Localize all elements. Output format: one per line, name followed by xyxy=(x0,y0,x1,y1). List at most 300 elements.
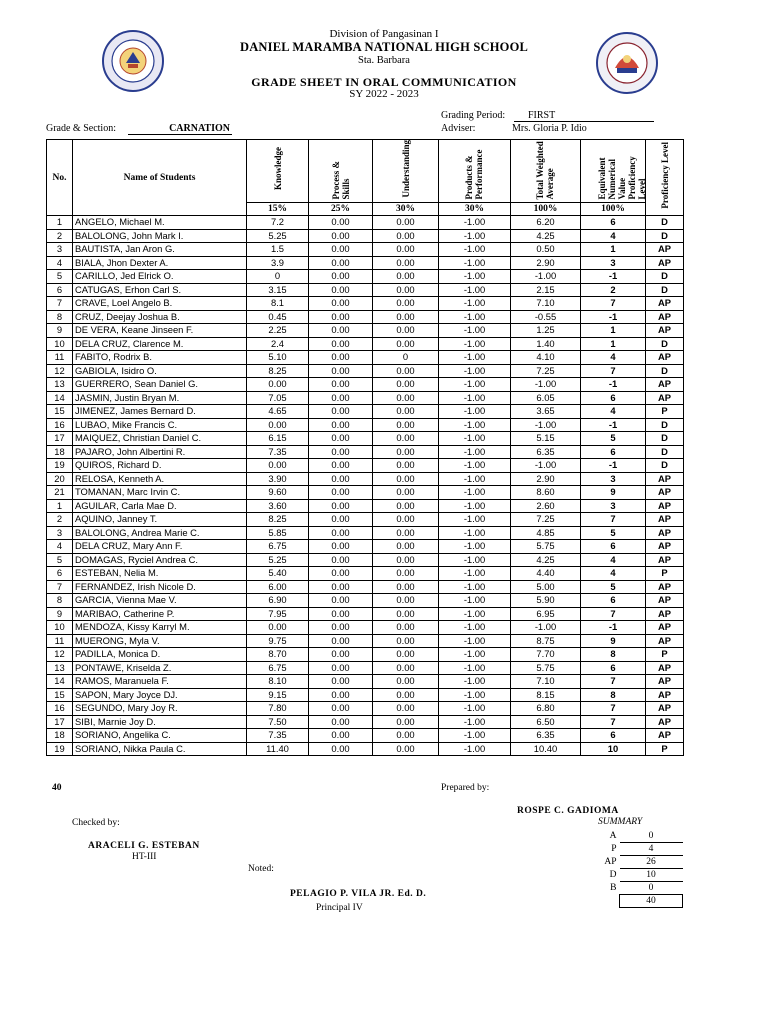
summary-row xyxy=(590,869,683,882)
equivalent-value: 7 xyxy=(581,607,646,621)
proficiency-level: AP xyxy=(646,553,684,567)
total-weighted-average: 5.90 xyxy=(511,594,581,608)
knowledge-score: 7.2 xyxy=(247,216,309,230)
total-weighted-average: -0.55 xyxy=(511,310,581,324)
student-name: TOMANAN, Marc Irvin C. xyxy=(73,486,247,500)
process-score: 0.00 xyxy=(309,256,373,270)
equivalent-value: -1 xyxy=(581,270,646,284)
total-weighted-average: 2.90 xyxy=(511,472,581,486)
products-score: -1.00 xyxy=(439,364,511,378)
table-row xyxy=(47,432,684,446)
table-row xyxy=(47,553,684,567)
row-number: 16 xyxy=(47,702,73,716)
student-name: MAIQUEZ, Christian Daniel C. xyxy=(73,432,247,446)
understanding-score: 0.00 xyxy=(373,337,439,351)
understanding-score: 0.00 xyxy=(373,567,439,581)
proficiency-level: D xyxy=(646,445,684,459)
checker-name: ARACELI G. ESTEBAN xyxy=(88,841,200,851)
understanding-score: 0.00 xyxy=(373,459,439,473)
school-year: SY 2022 - 2023 xyxy=(349,88,419,100)
process-score: 0.00 xyxy=(309,526,373,540)
row-number: 17 xyxy=(47,715,73,729)
row-number: 4 xyxy=(47,540,73,554)
products-score: -1.00 xyxy=(439,661,511,675)
knowledge-score: 6.75 xyxy=(247,540,309,554)
understanding-score: 0.00 xyxy=(373,391,439,405)
total-weighted-average: 7.10 xyxy=(511,297,581,311)
process-score: 0.00 xyxy=(309,634,373,648)
student-name: DELA CRUZ, Mary Ann F. xyxy=(73,540,247,554)
pct-knowledge: 15% xyxy=(247,202,309,216)
equivalent-value: 3 xyxy=(581,499,646,513)
knowledge-score: 5.25 xyxy=(247,553,309,567)
row-number: 19 xyxy=(47,459,73,473)
proficiency-level: AP xyxy=(646,472,684,486)
proficiency-level: D xyxy=(646,229,684,243)
knowledge-score: 0.00 xyxy=(247,621,309,635)
total-weighted-average: 6.35 xyxy=(511,445,581,459)
process-score: 0.00 xyxy=(309,324,373,338)
equivalent-value: 6 xyxy=(581,445,646,459)
knowledge-score: 0.45 xyxy=(247,310,309,324)
equivalent-value: 1 xyxy=(581,324,646,338)
row-number: 6 xyxy=(47,567,73,581)
proficiency-level: AP xyxy=(646,297,684,311)
proficiency-level: P xyxy=(646,742,684,756)
total-weighted-average: 7.10 xyxy=(511,675,581,689)
table-row xyxy=(47,513,684,527)
student-name: CRUZ, Deejay Joshua B. xyxy=(73,310,247,324)
row-number: 3 xyxy=(47,243,73,257)
equivalent-value: 6 xyxy=(581,540,646,554)
equivalent-value: -1 xyxy=(581,310,646,324)
proficiency-level: D xyxy=(646,337,684,351)
understanding-score: 0.00 xyxy=(373,243,439,257)
products-score: -1.00 xyxy=(439,540,511,554)
proficiency-level: AP xyxy=(646,310,684,324)
proficiency-level: AP xyxy=(646,580,684,594)
products-score: -1.00 xyxy=(439,567,511,581)
table-row xyxy=(47,688,684,702)
understanding-score: 0.00 xyxy=(373,526,439,540)
knowledge-score: 7.35 xyxy=(247,445,309,459)
understanding-score: 0.00 xyxy=(373,270,439,284)
understanding-score: 0.00 xyxy=(373,648,439,662)
products-score: -1.00 xyxy=(439,553,511,567)
process-score: 0.00 xyxy=(309,432,373,446)
total-weighted-average: 8.75 xyxy=(511,634,581,648)
table-row xyxy=(47,648,684,662)
process-score: 0.00 xyxy=(309,378,373,392)
student-name: SORIANO, Angelika C. xyxy=(73,729,247,743)
total-weighted-average: 1.25 xyxy=(511,324,581,338)
summary-label: B xyxy=(610,883,617,893)
proficiency-level: AP xyxy=(646,688,684,702)
products-score: -1.00 xyxy=(439,621,511,635)
table-row xyxy=(47,364,684,378)
proficiency-level: AP xyxy=(646,256,684,270)
row-number: 10 xyxy=(47,337,73,351)
total-weighted-average: 1.40 xyxy=(511,337,581,351)
process-score: 0.00 xyxy=(309,648,373,662)
row-number: 3 xyxy=(47,526,73,540)
col-prof-header: Proficiency Level xyxy=(659,142,670,209)
understanding-score: 0.00 xyxy=(373,688,439,702)
table-row xyxy=(47,634,684,648)
row-number: 9 xyxy=(47,324,73,338)
total-weighted-average: 6.95 xyxy=(511,607,581,621)
proficiency-level: P xyxy=(646,405,684,419)
row-number: 13 xyxy=(47,661,73,675)
total-weighted-average: 2.60 xyxy=(511,499,581,513)
equivalent-value: -1 xyxy=(581,378,646,392)
proficiency-level: D xyxy=(646,216,684,230)
proficiency-level: D xyxy=(646,459,684,473)
adviser-value: Mrs. Gloria P. Idio xyxy=(512,123,587,134)
summary-row xyxy=(590,830,683,843)
products-score: -1.00 xyxy=(439,324,511,338)
knowledge-score: 3.60 xyxy=(247,499,309,513)
table-row xyxy=(47,702,684,716)
understanding-score: 0.00 xyxy=(373,513,439,527)
checked-by-label: Checked by: xyxy=(72,818,120,828)
summary-total-row xyxy=(590,895,683,908)
products-score: -1.00 xyxy=(439,256,511,270)
row-number: 19 xyxy=(47,742,73,756)
summary-total: 40 xyxy=(620,895,683,908)
products-score: -1.00 xyxy=(439,607,511,621)
table-row xyxy=(47,283,684,297)
knowledge-score: 0.00 xyxy=(247,459,309,473)
summary-row xyxy=(590,856,683,869)
equivalent-value: 7 xyxy=(581,715,646,729)
total-weighted-average: -1.00 xyxy=(511,270,581,284)
col-understanding-header: Understanding xyxy=(400,140,411,198)
equivalent-value: 4 xyxy=(581,351,646,365)
equivalent-value: -1 xyxy=(581,621,646,635)
student-name: CATUGAS, Erhon Carl S. xyxy=(73,283,247,297)
student-name: SAPON, Mary Joyce DJ. xyxy=(73,688,247,702)
table-row xyxy=(47,310,684,324)
table-row xyxy=(47,661,684,675)
student-name: CARILLO, Jed Elrick O. xyxy=(73,270,247,284)
student-name: GABIOLA, Isidro O. xyxy=(73,364,247,378)
equivalent-value: 10 xyxy=(581,742,646,756)
student-name: RAMOS, Maranuela F. xyxy=(73,675,247,689)
row-number: 8 xyxy=(47,594,73,608)
knowledge-score: 7.80 xyxy=(247,702,309,716)
understanding-score: 0.00 xyxy=(373,405,439,419)
products-score: -1.00 xyxy=(439,351,511,365)
total-weighted-average: 4.40 xyxy=(511,567,581,581)
understanding-score: 0.00 xyxy=(373,324,439,338)
noted-label: Noted: xyxy=(248,864,274,874)
products-score: -1.00 xyxy=(439,526,511,540)
total-weighted-average: 8.15 xyxy=(511,688,581,702)
prepared-by-label: Prepared by: xyxy=(441,783,490,793)
checker-title: HT-III xyxy=(132,852,157,862)
process-score: 0.00 xyxy=(309,553,373,567)
process-score: 0.00 xyxy=(309,297,373,311)
equivalent-value: 6 xyxy=(581,391,646,405)
products-score: -1.00 xyxy=(439,283,511,297)
proficiency-level: AP xyxy=(646,675,684,689)
equivalent-value: -1 xyxy=(581,418,646,432)
total-weighted-average: 6.05 xyxy=(511,391,581,405)
knowledge-score: 9.15 xyxy=(247,688,309,702)
process-score: 0.00 xyxy=(309,742,373,756)
equivalent-value: 9 xyxy=(581,486,646,500)
knowledge-score: 9.75 xyxy=(247,634,309,648)
col-knowledge-header: Knowledge xyxy=(272,147,283,191)
knowledge-score: 2.25 xyxy=(247,324,309,338)
knowledge-score: 5.40 xyxy=(247,567,309,581)
grade-table-body xyxy=(47,216,684,756)
equivalent-value: 4 xyxy=(581,553,646,567)
process-score: 0.00 xyxy=(309,513,373,527)
table-row xyxy=(47,459,684,473)
table-row xyxy=(47,405,684,419)
equivalent-value: 7 xyxy=(581,675,646,689)
products-score: -1.00 xyxy=(439,702,511,716)
understanding-score: 0.00 xyxy=(373,634,439,648)
understanding-score: 0 xyxy=(373,351,439,365)
table-row xyxy=(47,378,684,392)
row-number: 2 xyxy=(47,229,73,243)
products-score: -1.00 xyxy=(439,310,511,324)
row-number: 15 xyxy=(47,688,73,702)
row-number: 12 xyxy=(47,364,73,378)
summary-table xyxy=(590,830,683,908)
proficiency-level: P xyxy=(646,648,684,662)
total-weighted-average: 5.00 xyxy=(511,580,581,594)
equivalent-value: 7 xyxy=(581,513,646,527)
table-row xyxy=(47,418,684,432)
table-row xyxy=(47,742,684,756)
knowledge-score: 5.85 xyxy=(247,526,309,540)
process-score: 0.00 xyxy=(309,729,373,743)
table-row xyxy=(47,445,684,459)
pct-products: 30% xyxy=(439,202,511,216)
understanding-score: 0.00 xyxy=(373,445,439,459)
understanding-score: 0.00 xyxy=(373,675,439,689)
student-name: BIALA, Jhon Dexter A. xyxy=(73,256,247,270)
total-weighted-average: 7.25 xyxy=(511,513,581,527)
understanding-score: 0.00 xyxy=(373,216,439,230)
understanding-score: 0.00 xyxy=(373,661,439,675)
row-number: 14 xyxy=(47,391,73,405)
knowledge-score: 6.90 xyxy=(247,594,309,608)
equivalent-value: 4 xyxy=(581,567,646,581)
understanding-score: 0.00 xyxy=(373,364,439,378)
student-name: PONTAWE, Kriselda Z. xyxy=(73,661,247,675)
row-number: 11 xyxy=(47,634,73,648)
equivalent-value: 7 xyxy=(581,297,646,311)
equivalent-value: 8 xyxy=(581,648,646,662)
student-name: DOMAGAS, Ryciel Andrea C. xyxy=(73,553,247,567)
row-number: 10 xyxy=(47,621,73,635)
table-row xyxy=(47,567,684,581)
grading-period-label: Grading Period: xyxy=(441,110,506,121)
total-weighted-average: 6.50 xyxy=(511,715,581,729)
student-name: LUBAO, Mike Francis C. xyxy=(73,418,247,432)
knowledge-score: 7.05 xyxy=(247,391,309,405)
total-weighted-average: 0.50 xyxy=(511,243,581,257)
process-score: 0.00 xyxy=(309,675,373,689)
row-number: 20 xyxy=(47,472,73,486)
grade-table xyxy=(46,139,684,756)
process-score: 0.00 xyxy=(309,472,373,486)
row-number: 12 xyxy=(47,648,73,662)
process-score: 0.00 xyxy=(309,364,373,378)
products-score: -1.00 xyxy=(439,648,511,662)
proficiency-level: AP xyxy=(646,391,684,405)
table-row xyxy=(47,256,684,270)
total-weighted-average: 5.75 xyxy=(511,661,581,675)
proficiency-level: AP xyxy=(646,607,684,621)
summary-value: 0 xyxy=(620,882,683,895)
process-score: 0.00 xyxy=(309,715,373,729)
products-score: -1.00 xyxy=(439,742,511,756)
table-row xyxy=(47,391,684,405)
understanding-score: 0.00 xyxy=(373,418,439,432)
knowledge-score: 2.4 xyxy=(247,337,309,351)
student-name: RELOSA, Kenneth A. xyxy=(73,472,247,486)
total-weighted-average: 2.15 xyxy=(511,283,581,297)
proficiency-level: D xyxy=(646,418,684,432)
process-score: 0.00 xyxy=(309,229,373,243)
proficiency-level: AP xyxy=(646,715,684,729)
table-row xyxy=(47,540,684,554)
student-name: MUERONG, Myla V. xyxy=(73,634,247,648)
products-score: -1.00 xyxy=(439,729,511,743)
total-weighted-average: 6.80 xyxy=(511,702,581,716)
understanding-score: 0.00 xyxy=(373,310,439,324)
total-weighted-average: 6.20 xyxy=(511,216,581,230)
process-score: 0.00 xyxy=(309,445,373,459)
products-score: -1.00 xyxy=(439,499,511,513)
equivalent-value: 8 xyxy=(581,688,646,702)
col-products-header: Products & Performance xyxy=(463,149,484,200)
total-weighted-average: 7.25 xyxy=(511,364,581,378)
knowledge-score: 3.90 xyxy=(247,472,309,486)
total-weighted-average: 2.90 xyxy=(511,256,581,270)
equivalent-value: 7 xyxy=(581,364,646,378)
table-row xyxy=(47,337,684,351)
row-number: 5 xyxy=(47,270,73,284)
row-number: 2 xyxy=(47,513,73,527)
summary-value: 0 xyxy=(620,830,683,843)
total-weighted-average: 5.75 xyxy=(511,540,581,554)
products-score: -1.00 xyxy=(439,688,511,702)
understanding-score: 0.00 xyxy=(373,499,439,513)
proficiency-level: AP xyxy=(646,499,684,513)
student-name: BALOLONG, Andrea Marie C. xyxy=(73,526,247,540)
student-name: SEGUNDO, Mary Joy R. xyxy=(73,702,247,716)
process-score: 0.00 xyxy=(309,540,373,554)
equivalent-value: 5 xyxy=(581,526,646,540)
understanding-score: 0.00 xyxy=(373,472,439,486)
adviser-label: Adviser: xyxy=(441,123,476,134)
student-name: AQUINO, Janney T. xyxy=(73,513,247,527)
summary-label: A xyxy=(609,831,617,842)
proficiency-level: D xyxy=(646,432,684,446)
products-score: -1.00 xyxy=(439,216,511,230)
equivalent-value: 7 xyxy=(581,702,646,716)
proficiency-level: AP xyxy=(646,702,684,716)
table-row xyxy=(47,229,684,243)
process-score: 0.00 xyxy=(309,688,373,702)
student-name: PADILLA, Monica D. xyxy=(73,648,247,662)
understanding-score: 0.00 xyxy=(373,297,439,311)
student-name: SORIANO, Nikka Paula C. xyxy=(73,742,247,756)
process-score: 0.00 xyxy=(309,216,373,230)
knowledge-score: 4.65 xyxy=(247,405,309,419)
proficiency-level: P xyxy=(646,567,684,581)
equivalent-value: 6 xyxy=(581,594,646,608)
knowledge-score: 8.25 xyxy=(247,364,309,378)
proficiency-level: AP xyxy=(646,486,684,500)
understanding-score: 0.00 xyxy=(373,486,439,500)
understanding-score: 0.00 xyxy=(373,432,439,446)
student-name: QUIROS, Richard D. xyxy=(73,459,247,473)
principal-title: Principal IV xyxy=(316,903,363,913)
proficiency-level: AP xyxy=(646,513,684,527)
proficiency-level: AP xyxy=(646,594,684,608)
summary-label: AP xyxy=(604,857,617,867)
process-score: 0.00 xyxy=(309,391,373,405)
row-number: 5 xyxy=(47,553,73,567)
col-name-header: Name of Students xyxy=(73,140,247,216)
student-name: CRAVE, Loel Angelo B. xyxy=(73,297,247,311)
pct-equiv: 100% xyxy=(581,202,646,216)
table-row xyxy=(47,594,684,608)
table-row xyxy=(47,499,684,513)
products-score: -1.00 xyxy=(439,432,511,446)
student-name: DELA CRUZ, Clarence M. xyxy=(73,337,247,351)
summary-value: 10 xyxy=(620,869,683,882)
products-score: -1.00 xyxy=(439,297,511,311)
row-number: 16 xyxy=(47,418,73,432)
products-score: -1.00 xyxy=(439,270,511,284)
col-equiv-header: Equivalent Numerical Value Proficiency Level xyxy=(597,156,647,200)
process-score: 0.00 xyxy=(309,661,373,675)
pct-process: 25% xyxy=(309,202,373,216)
student-name: DE VERA, Keane Jinseen F. xyxy=(73,324,247,338)
products-score: -1.00 xyxy=(439,229,511,243)
knowledge-score: 3.9 xyxy=(247,256,309,270)
knowledge-score: 6.15 xyxy=(247,432,309,446)
proficiency-level: AP xyxy=(646,351,684,365)
row-number: 6 xyxy=(47,283,73,297)
proficiency-level: AP xyxy=(646,378,684,392)
process-score: 0.00 xyxy=(309,243,373,257)
total-weighted-average: 6.35 xyxy=(511,729,581,743)
school-name: DANIEL MARAMBA NATIONAL HIGH SCHOOL xyxy=(239,40,529,54)
student-name: JIMENEZ, James Bernard D. xyxy=(73,405,247,419)
equivalent-value: 3 xyxy=(581,256,646,270)
knowledge-score: 0 xyxy=(247,270,309,284)
knowledge-score: 3.15 xyxy=(247,283,309,297)
student-name: SIBI, Marnie Joy D. xyxy=(73,715,247,729)
equivalent-value: 6 xyxy=(581,216,646,230)
table-row xyxy=(47,472,684,486)
equivalent-value: 6 xyxy=(581,729,646,743)
understanding-score: 0.00 xyxy=(373,607,439,621)
understanding-score: 0.00 xyxy=(373,540,439,554)
table-row xyxy=(47,270,684,284)
process-score: 0.00 xyxy=(309,702,373,716)
